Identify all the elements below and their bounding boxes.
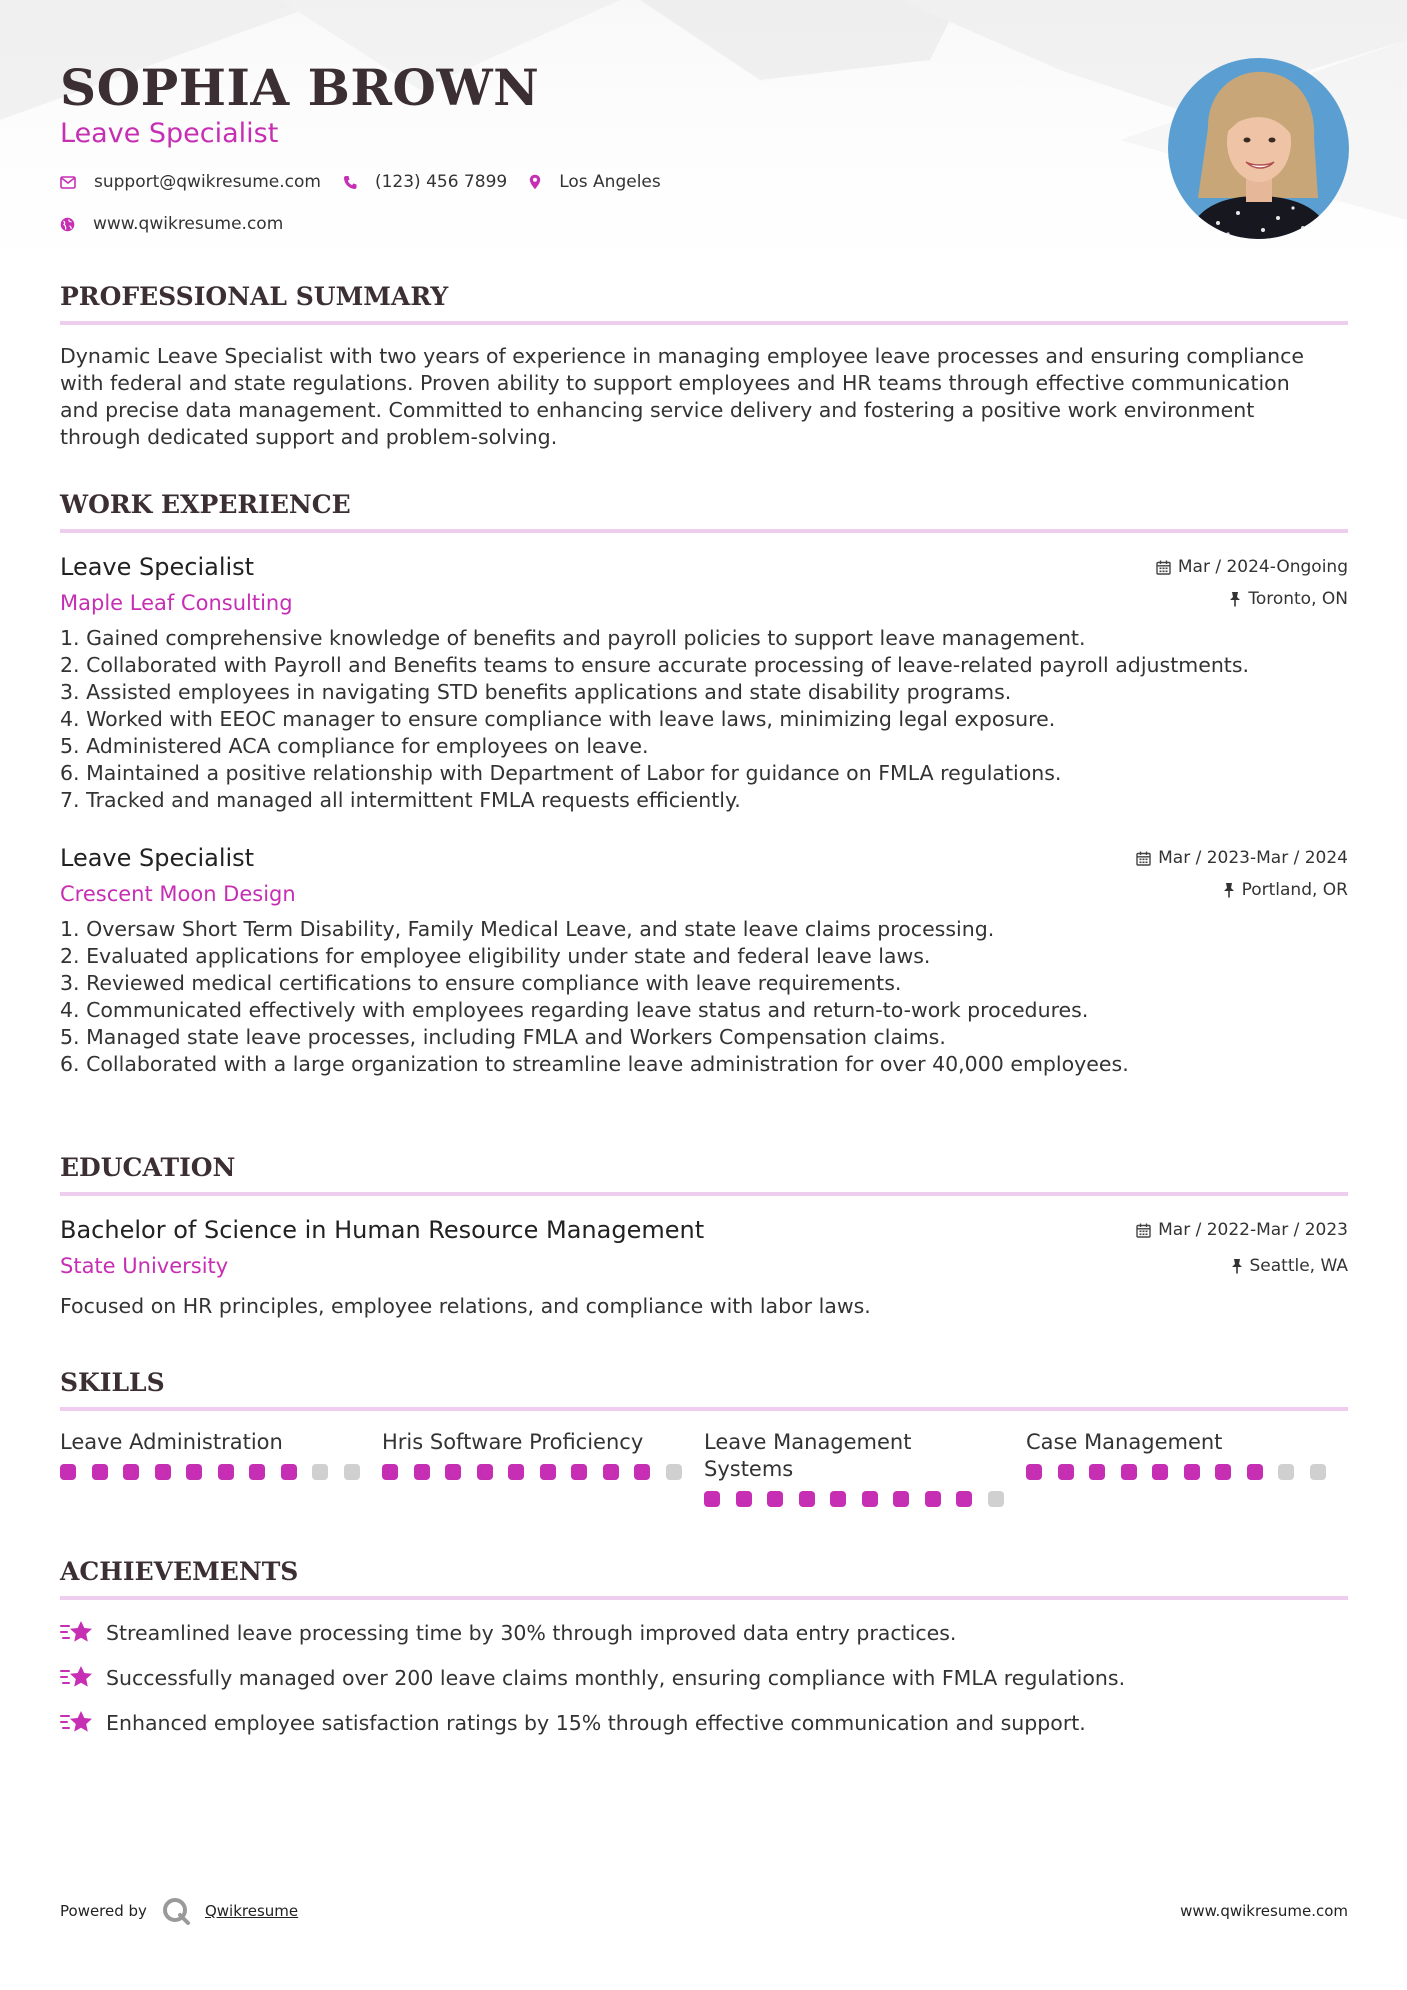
- summary-line: through dedicated support and problem-solving.: [60, 425, 558, 449]
- achievements-list: [60, 1610, 1348, 1745]
- list-item: 5. Managed state leave processes, including FMLA and Workers Compensation claims.: [60, 1025, 946, 1049]
- job-location: [1223, 880, 1348, 900]
- skill-rating-dot: [249, 1464, 265, 1480]
- job-date: [1156, 557, 1348, 577]
- list-item: 4. Communicated effectively with employees regarding leave status and return-to-work procedures.: [60, 998, 1089, 1022]
- skill-rating-dot: [1184, 1464, 1200, 1480]
- job-date-text: Mar / 2024-Ongoing: [1177, 557, 1348, 577]
- skill-rating-dot: [736, 1491, 752, 1507]
- candidate-name: SOPHIA BROWN: [60, 58, 540, 117]
- skill-rating-dot: [634, 1464, 650, 1480]
- qwikresume-logo-icon: [161, 1896, 191, 1926]
- skill-rating-dot: [477, 1464, 493, 1480]
- calendar-icon: [1136, 1223, 1151, 1238]
- star-icon: [60, 1708, 94, 1738]
- pushpin-icon: [1229, 591, 1241, 607]
- skill-rating-dot: [445, 1464, 461, 1480]
- achievement-item: [60, 1655, 1348, 1700]
- summary-section: [60, 282, 1348, 451]
- skill-rating-dot: [92, 1464, 108, 1480]
- achievements-heading: ACHIEVEMENTS: [60, 1557, 1348, 1600]
- skills-row: [60, 1429, 1348, 1507]
- phone-item[interactable]: [343, 172, 507, 192]
- skill-rating: [1026, 1464, 1348, 1480]
- map-pin-icon: [529, 174, 541, 190]
- skill-rating-dot: [382, 1464, 398, 1480]
- calendar-icon: [1136, 851, 1151, 866]
- achievement-text: Enhanced employee satisfaction ratings by 15% through effective communication and support.: [106, 1710, 1086, 1735]
- skill-name: Hris Software Proficiency: [382, 1430, 644, 1454]
- skill-rating: [382, 1464, 704, 1480]
- skill-rating-dot: [1215, 1464, 1231, 1480]
- skill-rating-dot: [1310, 1464, 1326, 1480]
- skill-rating-dot: [862, 1491, 878, 1507]
- summary-line: Dynamic Leave Specialist with two years of experience in managing employee leave processes and ensuring compliance: [60, 344, 1305, 368]
- skill-rating-dot: [218, 1464, 234, 1480]
- summary-text: [60, 343, 1348, 451]
- list-item: 3. Assisted employees in navigating STD benefits applications and state disability programs.: [60, 680, 1012, 704]
- skill-rating-dot: [767, 1491, 783, 1507]
- website-row: [60, 214, 305, 234]
- profile-portrait-image: [1168, 58, 1349, 239]
- skill-rating-dot: [830, 1491, 846, 1507]
- list-item: 5. Administered ACA compliance for employees on leave.: [60, 734, 649, 758]
- skill-rating-dot: [312, 1464, 328, 1480]
- education-description: Focused on HR principles, employee relations, and compliance with labor laws.: [60, 1294, 871, 1318]
- education-location: [1231, 1256, 1349, 1276]
- skill-item: [60, 1429, 382, 1507]
- list-item: 2. Collaborated with Payroll and Benefits teams to ensure accurate processing of leave-related payroll adjustments.: [60, 653, 1250, 677]
- skill-rating-dot: [414, 1464, 430, 1480]
- list-item: 6. Maintained a positive relationship with Department of Labor for guidance on FMLA regulations.: [60, 761, 1062, 785]
- profile-photo: [1168, 58, 1349, 239]
- job-entry: [60, 844, 1348, 1078]
- job-entry: [60, 553, 1348, 814]
- skill-rating-dot: [344, 1464, 360, 1480]
- experience-heading: WORK EXPERIENCE: [60, 490, 1348, 533]
- education-heading: EDUCATION: [60, 1153, 1348, 1196]
- qwikresume-link[interactable]: Qwikresume: [204, 1902, 299, 1920]
- summary-line: and precise data management. Committed to enhancing service delivery and fostering a positive work environment: [60, 398, 1255, 422]
- skill-rating: [60, 1464, 382, 1480]
- achievements-section: [60, 1557, 1348, 1745]
- achievement-text: Streamlined leave processing time by 30% through improved data entry practices.: [106, 1620, 957, 1645]
- footer-url[interactable]: www.qwikresume.com: [1180, 1902, 1348, 1920]
- job-location: [1229, 589, 1348, 609]
- email-text: support@qwikresume.com: [94, 172, 321, 192]
- email-item[interactable]: [60, 172, 321, 192]
- list-item: 2. Evaluated applications for employee eligibility under state and federal leave laws.: [60, 944, 931, 968]
- school-name: State University: [60, 1254, 229, 1278]
- education-section: [60, 1153, 1348, 1318]
- job-location-text: Portland, OR: [1241, 880, 1348, 900]
- job-bullets: [60, 916, 1348, 1078]
- education-date: [1136, 1220, 1348, 1240]
- achievement-item: [60, 1700, 1348, 1745]
- skills-section: [60, 1368, 1348, 1507]
- skill-rating-dot: [155, 1464, 171, 1480]
- skill-rating-dot: [1026, 1464, 1042, 1480]
- achievement-item: [60, 1610, 1348, 1655]
- education-date-text: Mar / 2022-Mar / 2023: [1158, 1220, 1348, 1240]
- skill-item: [704, 1429, 1026, 1507]
- skill-name: Case Management: [1026, 1430, 1223, 1454]
- contact-row: [60, 172, 683, 192]
- pushpin-icon: [1223, 882, 1235, 898]
- envelope-icon: [60, 176, 76, 189]
- skill-rating-dot: [186, 1464, 202, 1480]
- experience-section: [60, 490, 1348, 1078]
- candidate-role: Leave Specialist: [60, 118, 279, 149]
- list-item: 4. Worked with EEOC manager to ensure compliance with leave laws, minimizing legal exposure.: [60, 707, 1056, 731]
- skill-rating-dot: [925, 1491, 941, 1507]
- skill-rating-dot: [1247, 1464, 1263, 1480]
- list-item: 3. Reviewed medical certifications to ensure compliance with leave requirements.: [60, 971, 902, 995]
- phone-text: (123) 456 7899: [374, 172, 508, 192]
- skill-rating-dot: [1058, 1464, 1074, 1480]
- education-entry: [60, 1216, 1348, 1318]
- summary-heading: PROFESSIONAL SUMMARY: [60, 282, 1348, 325]
- location-item: [529, 172, 661, 192]
- calendar-icon: [1156, 560, 1171, 575]
- star-icon: [60, 1618, 94, 1648]
- job-date-text: Mar / 2023-Mar / 2024: [1158, 848, 1348, 868]
- location-text: Los Angeles: [559, 172, 661, 192]
- list-item: 1. Gained comprehensive knowledge of benefits and payroll policies to support leave management.: [60, 626, 1086, 650]
- pushpin-icon: [1231, 1258, 1243, 1274]
- skill-rating-dot: [571, 1464, 587, 1480]
- list-item: 6. Collaborated with a large organization to streamline leave administration for over 40,000 employees.: [60, 1052, 1129, 1076]
- skill-rating-dot: [1152, 1464, 1168, 1480]
- skill-rating-dot: [799, 1491, 815, 1507]
- skill-rating-dot: [603, 1464, 619, 1480]
- skill-rating-dot: [1121, 1464, 1137, 1480]
- skill-rating: [704, 1491, 1026, 1507]
- skill-rating-dot: [893, 1491, 909, 1507]
- skill-name: Leave Administration: [60, 1430, 283, 1454]
- skill-rating-dot: [540, 1464, 556, 1480]
- powered-by: [60, 1896, 298, 1926]
- education-location-text: Seattle, WA: [1249, 1256, 1348, 1276]
- job-title: Leave Specialist: [60, 844, 255, 872]
- skill-item: [382, 1429, 704, 1507]
- skill-rating-dot: [508, 1464, 524, 1480]
- job-location-text: Toronto, ON: [1248, 589, 1348, 609]
- degree-title: Bachelor of Science in Human Resource Management: [60, 1216, 705, 1244]
- skill-rating-dot: [60, 1464, 76, 1480]
- company-name: Maple Leaf Consulting: [60, 591, 293, 615]
- globe-icon: [60, 217, 75, 232]
- skill-rating-dot: [956, 1491, 972, 1507]
- website-item[interactable]: [60, 214, 283, 234]
- star-icon: [60, 1663, 94, 1693]
- skills-heading: SKILLS: [60, 1368, 1348, 1411]
- list-item: 7. Tracked and managed all intermittent FMLA requests efficiently.: [60, 788, 741, 812]
- company-name: Crescent Moon Design: [60, 882, 296, 906]
- powered-by-label: Powered by: [60, 1902, 147, 1920]
- job-date: [1136, 848, 1348, 868]
- list-item: 1. Oversaw Short Term Disability, Family Medical Leave, and state leave claims processing.: [60, 917, 995, 941]
- skill-rating-dot: [1089, 1464, 1105, 1480]
- phone-icon: [343, 175, 357, 190]
- skill-name: Leave Management Systems: [704, 1430, 912, 1481]
- skill-rating-dot: [1278, 1464, 1294, 1480]
- skill-rating-dot: [988, 1491, 1004, 1507]
- skill-rating-dot: [666, 1464, 682, 1480]
- website-text: www.qwikresume.com: [93, 214, 284, 234]
- summary-line: with federal and state regulations. Proven ability to support employees and HR teams through effective communication: [60, 371, 1290, 395]
- achievement-text: Successfully managed over 200 leave claims monthly, ensuring compliance with FMLA regulations.: [106, 1665, 1126, 1690]
- skill-rating-dot: [123, 1464, 139, 1480]
- skill-item: [1026, 1429, 1348, 1507]
- skill-rating-dot: [704, 1491, 720, 1507]
- skill-rating-dot: [281, 1464, 297, 1480]
- job-title: Leave Specialist: [60, 553, 255, 581]
- job-bullets: [60, 625, 1348, 814]
